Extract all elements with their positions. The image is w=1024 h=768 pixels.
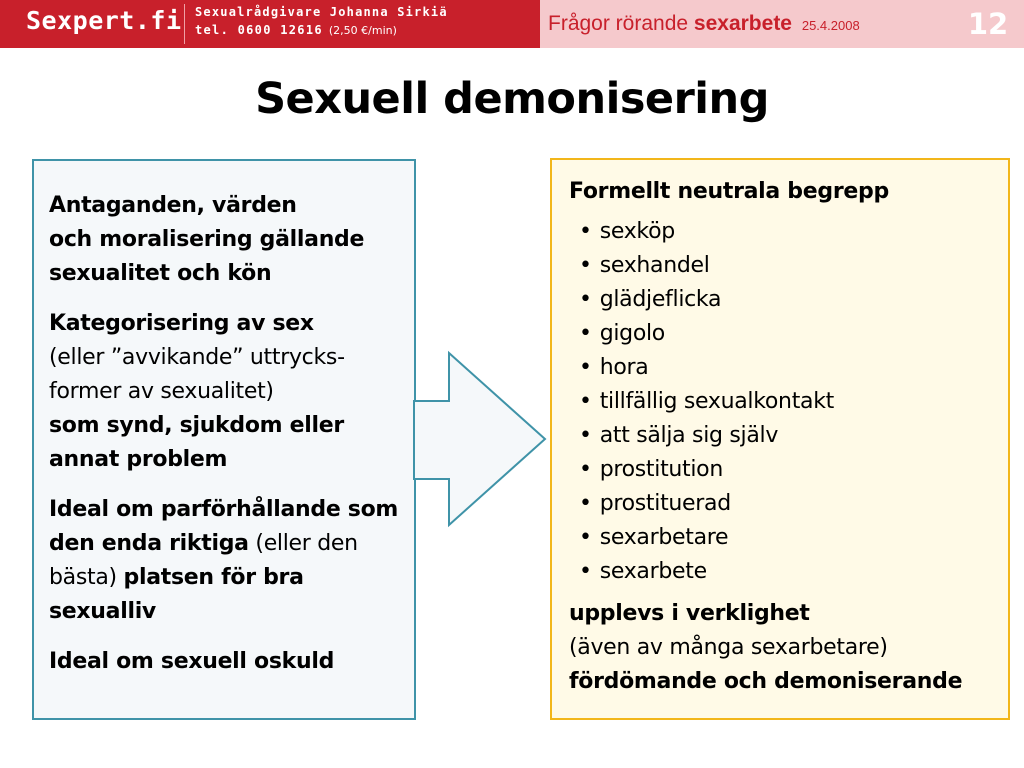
terms-footer: [569, 597, 1009, 699]
categorization-conclusion: som synd, sjukdom eller annat problem: [49, 413, 344, 472]
site-logo[interactable]: Sexpert.fi: [26, 6, 182, 35]
categorization-heading: Kategorisering av sex: [49, 311, 314, 336]
list-item: • sexköp: [579, 215, 1009, 249]
categorization-parenthetical: (eller ”avvikande” uttrycks-former av sexualitet): [49, 345, 345, 404]
virginity-ideal-text: Ideal om sexuell oskuld: [49, 649, 335, 674]
call-price: (2,50 €/min): [328, 24, 397, 37]
footer-aside: (även av många sexarbetare): [569, 635, 888, 660]
advisor-name: Sexualrådgivare Johanna Sirkiä: [195, 5, 448, 19]
list-item: • prostituerad: [579, 487, 1009, 521]
slide-title: Sexuell demonisering: [255, 74, 769, 124]
topic-prefix: Frågor rörande: [548, 12, 689, 35]
terms-list: [579, 215, 1009, 589]
right-box-content: [569, 175, 1009, 699]
terms-heading: Formellt neutrala begrepp: [569, 179, 889, 204]
relationship-ideal-tail: platsen för bra sexualliv: [49, 565, 304, 624]
relationship-ideal-aside: (eller den bästa): [49, 531, 358, 590]
list-item: • hora: [579, 351, 1009, 385]
list-item: • tillfällig sexualkontakt: [579, 385, 1009, 419]
list-item: • sexarbete: [579, 555, 1009, 589]
phone-number: tel. 0600 12616: [195, 23, 323, 37]
list-item: • sexarbetare: [579, 521, 1009, 555]
list-item: • prostitution: [579, 453, 1009, 487]
right-terms-box: [550, 158, 1010, 720]
assumptions-line-3: sexualitet och kön: [49, 261, 272, 286]
footer-conclusion: fördömande och demoniserande: [569, 669, 963, 694]
assumptions-line-1: Antaganden, värden: [49, 193, 297, 218]
topic-bold: sexarbete: [693, 12, 792, 35]
list-item: • gigolo: [579, 317, 1009, 351]
presentation-date: 25.4.2008: [801, 18, 860, 33]
footer-lead: upplevs i verklighet: [569, 601, 810, 626]
list-item: • glädjeflicka: [579, 283, 1009, 317]
list-item: • sexhandel: [579, 249, 1009, 283]
slide-number: 12: [967, 7, 1009, 41]
list-item: • att sälja sig själv: [579, 419, 1009, 453]
assumptions-line-2: och moralisering gällande: [49, 227, 365, 252]
relationship-ideal-lead: Ideal om parförhållande som den enda riktiga: [49, 497, 399, 556]
